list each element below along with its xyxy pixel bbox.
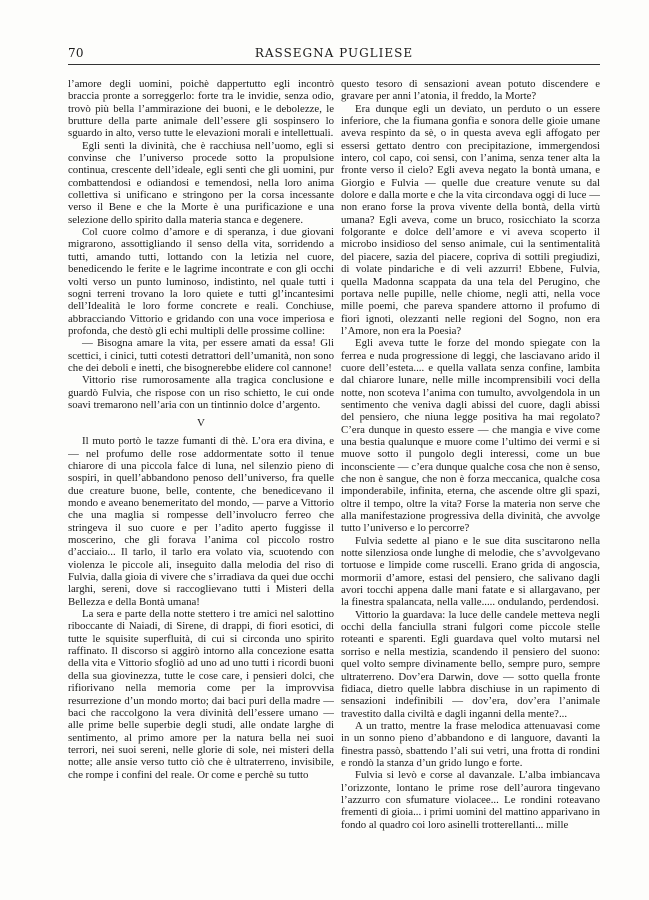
paragraph: Fulvia sedette al piano e le sue dita suscitarono nella notte silenziosa onde lunghe di melodie, che s’avvolgevano tortuose e limpide come ruscelli. Erano grida di angoscia, mormorii d’amore, estasi del pensiero, che salivano dagli avori tocchi appena dalle mani fatate e si allargavano, per la finestra spalancata, nella valle..... ondulando, perdendosi.	[341, 534, 600, 609]
right-column	[341, 78, 600, 878]
paragraph: questo tesoro di sensazioni avean potuto discendere e gravare per anni l’atonia, il freddo, la Morte?	[341, 78, 600, 103]
paragraph: Vittorio rise rumorosamente alla tragica conclusione e guardò Fulvia, che rispose con un riso schietto, le cui onde soavi tremarono nell’aria con un tintinnio dolce d’argento.	[68, 374, 334, 411]
paragraph: — Bisogna amare la vita, per essere amati da essa! Gli scettici, i cinici, tutti cotesti detrattori dell’umanità, non sono che dei deboli e inetti, che bisognerebbe elidere col cannone!	[68, 337, 334, 374]
paragraph: Fulvia si levò e corse al davanzale. L’alba imbiancava l’orizzonte, lontano le prime rose dell’aurora tingevano l’azzurro con sfumature violacee... Le rondini roteavano frementi di gioia... i primi uomini del mattino apparivano in fondo al quadro coi loro asinelli trotterellanti... mille	[341, 769, 600, 831]
paragraph: Era dunque egli un deviato, un perduto o un essere inferiore, che la fiumana gonfia e sonora delle gioie umane aveva respinto da sè, o in questa aveva egli affogato per essersi gettato dentro con precipitazione, immergendosi intero, col capo, coi sensi, con l’anima, senza tener alta la fronte verso il cielo? Egli aveva negato la bontà umana, e Giorgio e Fulvia — quelle due creature venute su dal dolore e dalla morte e che la vita circondava oggi di luce — non erano forse la prova vivente della bontà, della virtù umana? Egli aveva, come un bruco, rosicchiato la scorza folgorante e dolce dell’amore e vi aveva scoperto il microbo insidioso del senso animale, cui la sentimentalità del piacere, sazia del piacere, coprivа di sottili pregiudizi, di volate pindariche e di veli azzurri! Ebbene, Fulvia, quella Madonna scappata da una tela del Perugino, che portava nelle pupille, nelle chiome, negli atti, nella voce mille poemi, che pareva spandere attorno il profumo di fiori ignoti, olezzanti nelle regioni del Sogno, non era l’Amore, non era la Poesia?	[341, 102, 600, 337]
paragraph: Egli aveva tutte le forze del mondo spiegate con la ferrea e nuda progressione di leggi, che lasciavano arido il cuore dell’esteta.... e quella vallata senza confine, lambita dal chiarore lunare, nelle mille incomprensibili voci della notte, non scoteva l’anima con tumulto, avvolgendola in un sentimento che veniva dagli abissi del cuore, dagli abissi del pensiero, che niuna legge positiva ha mai regolato? C’era dunque in questo essere — che mangia e vive come una bestia qualunque e muore come l’ultimo dei vermi e si muove sotto il pungolo degli interessi, come un bue inconsciente — c’era dunque qualche cosa che non è senso, che non è sangue, che non è forza meccanica, qualche cosa imponderabile, infinita, eterna, che ascende oltre gli spazi, oltre il tempo, oltre la vita? Forse la materia non serve che alla manifestazione progressiva della divinità, che avvolge tutto l’universo e lo percorre?	[341, 337, 600, 535]
paragraph: l’amore degli uomini, poichè dappertutto egli incontrò braccia pronte a sorreggerlo: forte tra le invidie, senza odio, trovò più bella l’ammirazione dei buoni, e le debolezze, le brutture della parte animale dell’essere gli sospinsero lo sguardo in alto, verso tutte le elevazioni morali e intellettuali.	[68, 78, 334, 140]
paragraph: Col cuore colmo d’amore e di speranza, i due giovani migrarono, assottigliando il senso della vita, sorridendo a tutti, amando tutti, lottando con la letizia nel cuore, benedicendo le ferite e le lagrime incontrate e con gli occhi volti verso un punto luminoso, indistinto, nel quale tutti i sogni terreni trovano la loro quiete e tutti gl’incantesimi dell’Idealità le loro forme concrete e reali. Conchiuse, abbracciando Vittorio e gridando con una voce imperiosa e profonda, che destò gli echi multipli delle prossime colline:	[68, 226, 334, 337]
header-rule	[68, 64, 600, 65]
paragraph: A un tratto, mentre la frase melodica attenuavasi come in un sonno pieno d’abbandono e di languore, davanti la finestra passò, sbattendo l’ali sui vetri, una frotta di rondini e rondò la stanza d’un grido lungo e forte.	[341, 719, 600, 769]
paragraph: Vittorio la guardava: la luce delle candele metteva negli occhi della fanciulla strani fulgori come piccole stelle roteanti e sparenti. Egli guardava quel volto mutarsi nel sorriso e nella mestizia, scandendo il pensiero del suono: quel volto sempre divinamente bello, sempre puro, sempre ultraterreno. Dov’era Darwin, dove — sotto quella fronte fidiaca, dietro quelle labbra dischiuse in un rapimento di sensazioni indefinibili — dov’era, dov’era l’animale travestito dalla civiltà e dagli inganni della mente?...	[341, 608, 600, 720]
left-column	[68, 78, 334, 878]
page-number: 70	[68, 46, 84, 60]
journal-title: RASSEGNA PUGLIESE	[254, 46, 414, 60]
paragraph: Il muto portò le tazze fumanti di thè. L’ora era divina, e — nel profumo delle rose addormentate sotto il tenue chiarore di una piccola falce di luna, nel silenzio pieno di sospiri, in quell’abbandono penoso dell’universo, fra quelle due creature buone, belle, contente, che benedicevano il mondo e aveano benemeritato del mondo, — parve a Vittorio che una maglia si rompesse dell’involucro ferreo che stringeva il suo cuore e per l’adito aperto fuggisse il moscerino, che gli forava l’anima col piccolo rostro d’acciaio... Il tarlo, il tarlo era volato via, scuotendo con violenza le piccole ali, inseguito dalla melodia del riso di Fulvia, dalla gioia di vivere che s’irradiava da quei due occhi larghi, sereni, dove si raccoglievano tutti i Misteri della Bellezza e della Bontà umana!	[68, 435, 334, 608]
running-header	[68, 46, 600, 62]
section-heading: V	[197, 417, 205, 430]
paragraph: La sera e parte della notte stettero i tre amici nel salottino riboccante di Naiadi, di Sirene, di drappi, di fiori esotici, di tutte le squisite superfluità, di cui si circonda uno spirito raffinato. Il discorso si aggirò intorno alla concezione esatta della vita e Vittorio sfogliò ad uno ad uno tutti i ricordi buoni della sua giovinezza, tutte le cose care, i pensieri dolci, che rifiorivano nella memoria come per la improvvisa resurrezione d’un mondo morto; dai baci puri della madre — baci che raccolgono la vera divinità dell’essere umano — alle prime belle superbie degli studi, alle ondate larghe di sentimento, al primo amore per la natura bella nei suoi terrori, nei suoi sereni, nelle glorie di sole, nei misteri della notte; alle ansie verso tutto ciò che è ultraterreno, invisibile, che rompe i confini del reale. Or come e perchè su tutto	[68, 608, 334, 781]
paragraph: Egli sentì la divinità, che è racchiusa nell’uomo, egli si convinse che l’universo procede sotto la propulsione continua, crescente dell’ideale, egli sentì che gli uomini, pur combattendosi e odiandosi e temendosi, nella loro anima collettiva si unificano e stringono per la corsa incessante verso il Bene e che la Morte è una purificazione e una selezione dello spirito dalla materia stanca e degenere.	[68, 139, 334, 226]
